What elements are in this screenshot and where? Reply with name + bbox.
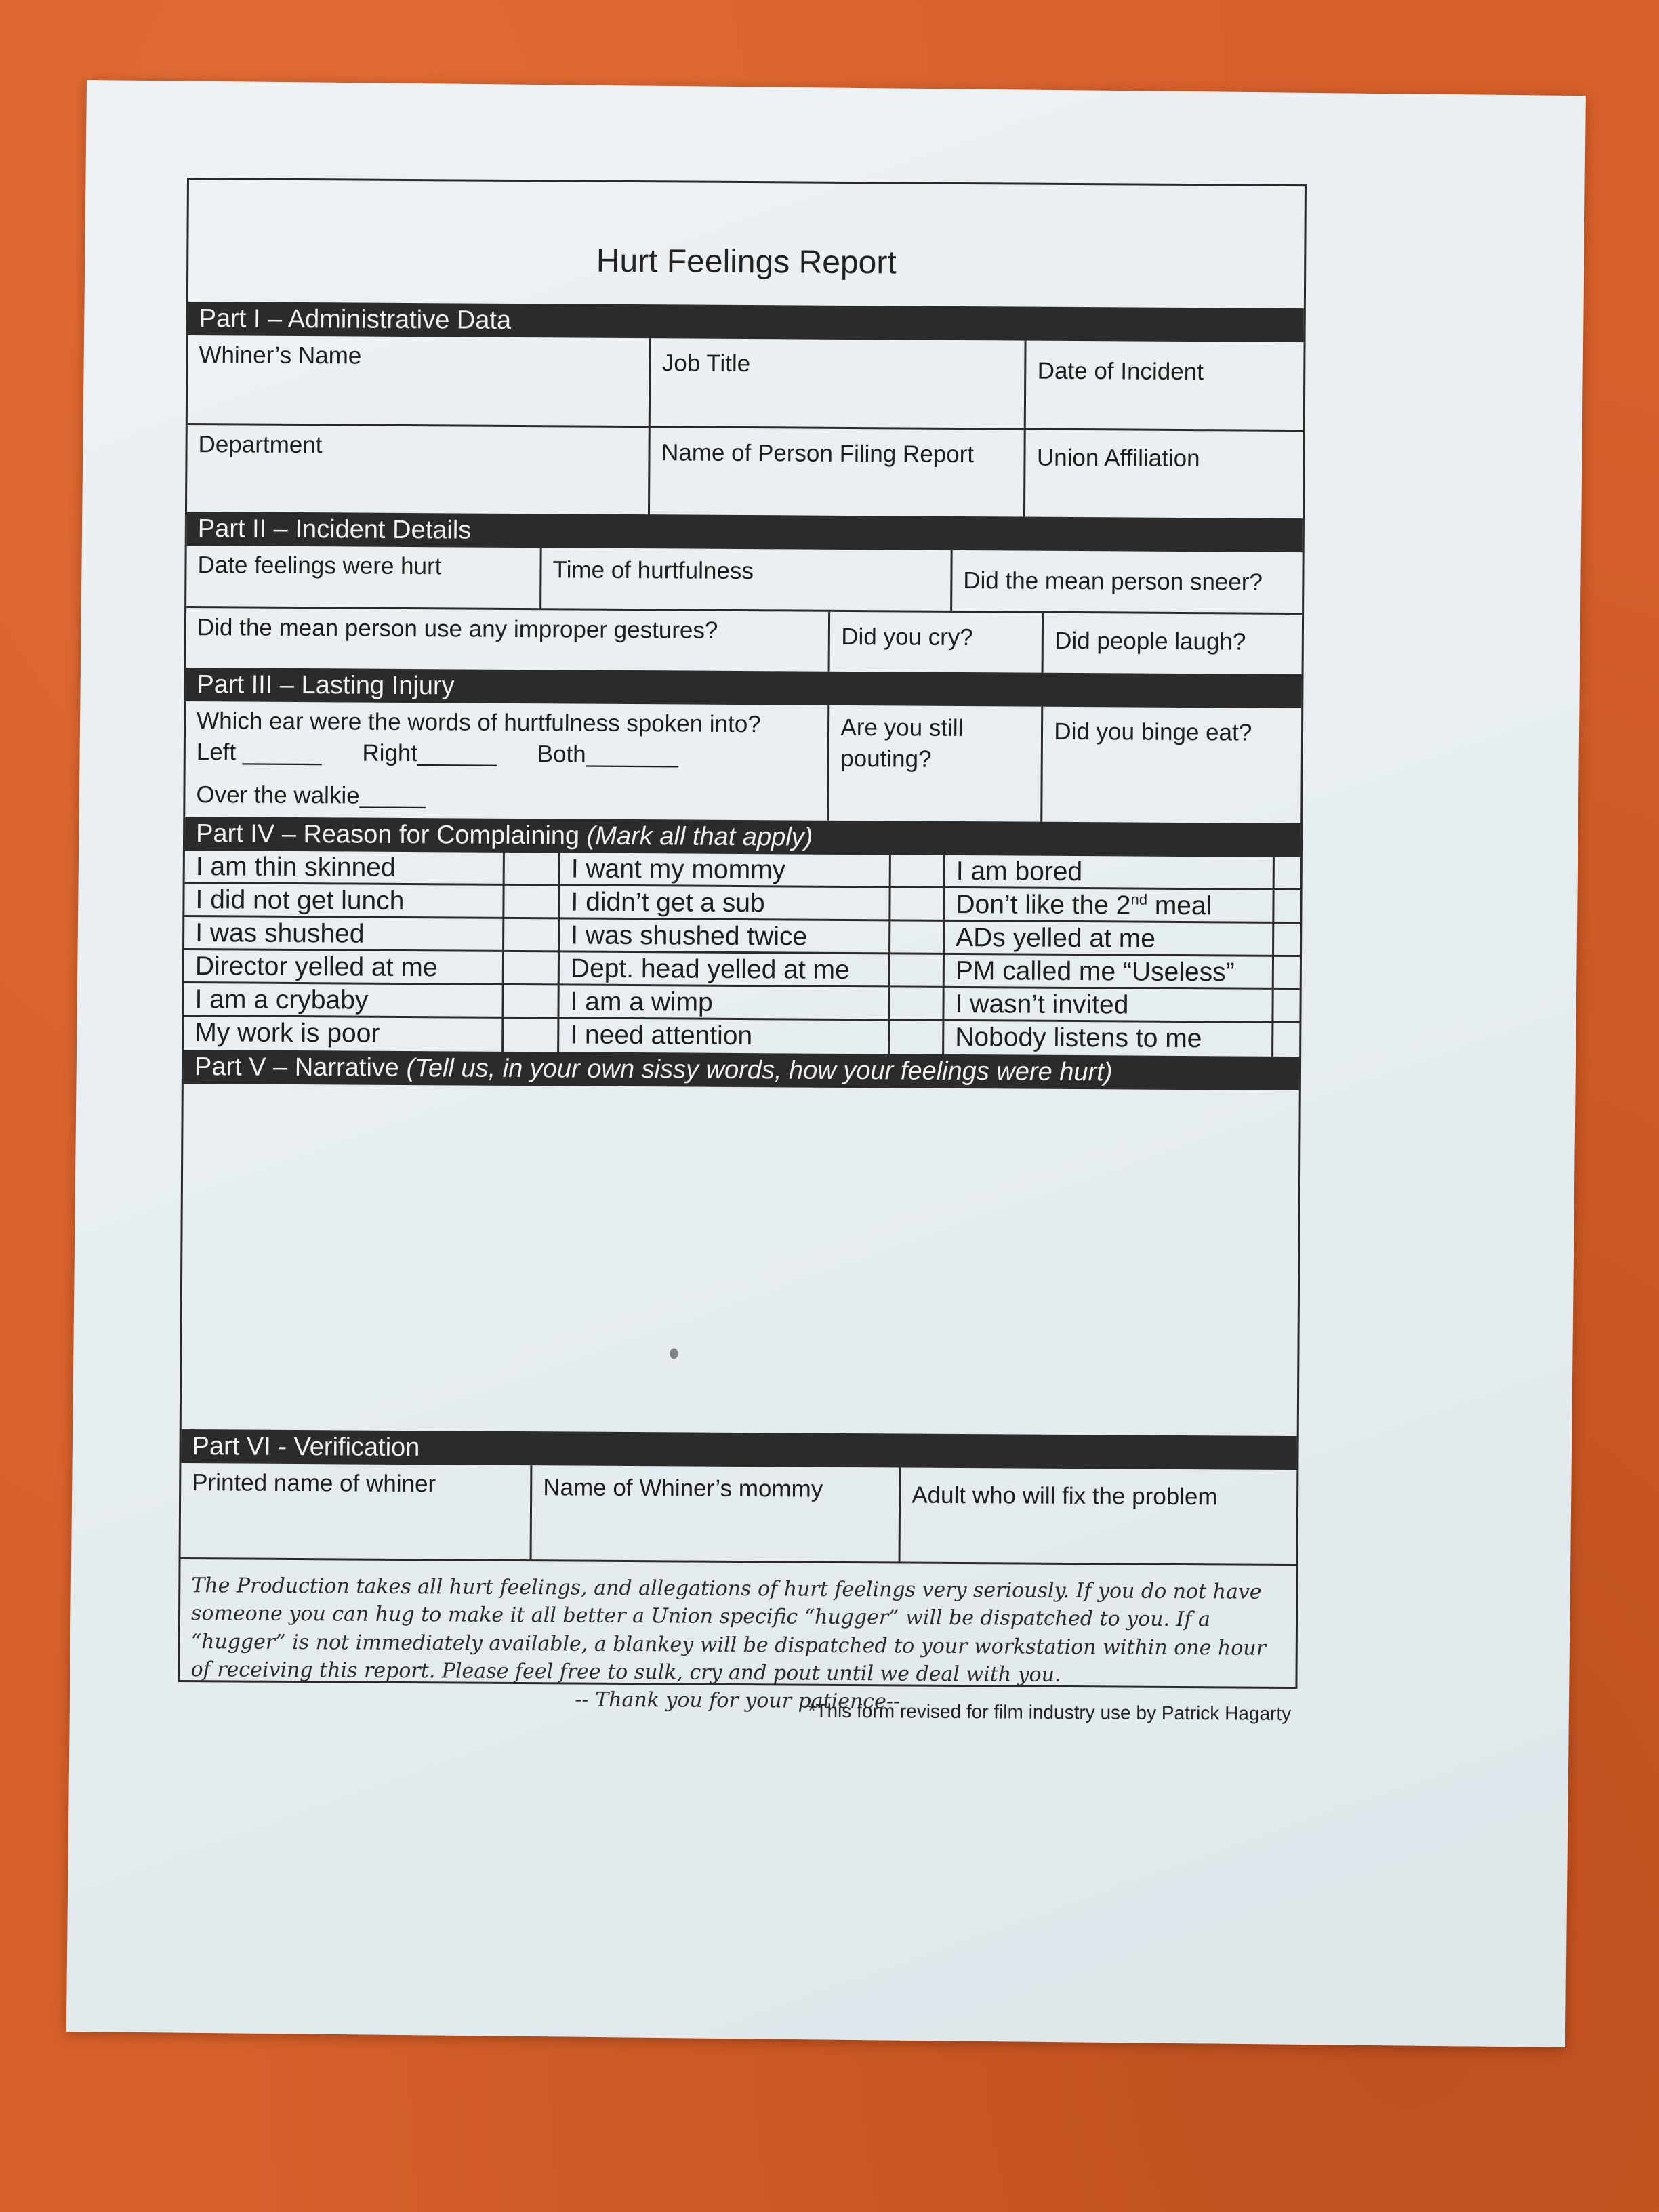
walkie-blank[interactable]: Over the walkie_____	[196, 781, 426, 810]
reason-checkbox[interactable]	[890, 888, 945, 921]
did-people-laugh-field[interactable]: Did people laugh?	[1054, 627, 1246, 655]
binge-eat-field[interactable]: Did you binge eat?	[1054, 718, 1252, 746]
reason-checkbox[interactable]	[891, 855, 945, 888]
reason-checkbox[interactable]	[504, 886, 560, 920]
reason-checkbox[interactable]	[1273, 1023, 1299, 1057]
part5-note: (Tell us, in your own sissy words, how your feelings were hurt)	[406, 1054, 1113, 1087]
narrative-area[interactable]	[182, 1084, 1299, 1436]
reason-label-meal	[945, 888, 1274, 924]
part3-header: Part III – Lasting Injury	[186, 668, 1301, 708]
reason-checkbox[interactable]	[1274, 924, 1300, 957]
reason-checkbox[interactable]	[890, 1021, 944, 1054]
job-title-field[interactable]: Job Title	[651, 338, 1027, 428]
time-of-hurtfulness-field[interactable]: Time of hurtfulness	[541, 548, 952, 611]
left-ear-blank[interactable]: Left ______	[196, 738, 322, 766]
form-title: Hurt Feelings Report	[596, 243, 897, 281]
reason-label: My work is poor	[184, 1017, 504, 1052]
complaint-grid	[184, 851, 1300, 1057]
nd-superscript: nd	[1130, 890, 1148, 908]
thank-you-line: -- Thank you for your patience--	[575, 1687, 901, 1714]
both-ears-blank[interactable]: Both_______	[537, 740, 679, 768]
reason-checkbox[interactable]	[890, 921, 945, 954]
reason-checkbox[interactable]	[504, 952, 560, 986]
reason-checkbox[interactable]	[505, 853, 560, 886]
meal-word: meal	[1147, 890, 1212, 921]
form-credit: *This form revised for film industry use by Patrick Hagarty	[808, 1700, 1292, 1724]
still-pouting-field[interactable]: Are you still pouting?	[830, 705, 1044, 822]
reason-checkbox[interactable]	[504, 1019, 559, 1052]
reason-label: I am bored	[945, 855, 1275, 890]
part4-note: (Mark all that apply)	[586, 821, 813, 852]
adult-fix-problem-field[interactable]: Adult who will fix the problem	[912, 1481, 1218, 1511]
part5-header	[184, 1050, 1299, 1090]
right-ear-blank[interactable]: Right______	[362, 739, 497, 767]
mean-person-sneer-field[interactable]: Did the mean person sneer?	[963, 567, 1263, 596]
part1-row2	[187, 425, 1303, 518]
disclaimer-text: The Production takes all hurt feelings, and allegations of hurt feelings very seriously. If you do not have someone you can hug to make it all better a Union specific “hugger” will be dispatched to you. If a “hugger” is not immediately available, a blankey will be dispatched to your workstation within one hour of receiving this report. Please feel free to sulk, cry and pout until we deal with you.	[190, 1574, 1267, 1687]
reason-label: I was shushed	[184, 917, 504, 952]
part1-header: Part I – Administrative Data	[188, 302, 1304, 342]
reason-label: PM called me “Useless”	[945, 955, 1274, 990]
printed-name-field[interactable]: Printed name of whiner	[181, 1463, 533, 1559]
part4-title: Part IV – Reason for Complaining	[195, 819, 580, 851]
reason-checkbox[interactable]	[1273, 990, 1299, 1023]
reason-checkbox[interactable]	[890, 987, 944, 1021]
reason-label: I want my mommy	[560, 853, 891, 888]
ear-blanks	[197, 737, 817, 771]
reason-label: Nobody listens to me	[944, 1021, 1273, 1057]
part3-row	[185, 701, 1301, 823]
part2-row2	[186, 608, 1303, 674]
part6-header: Part VI - Verification	[181, 1429, 1296, 1470]
did-you-cry-field[interactable]: Did you cry?	[830, 612, 1044, 673]
part2-header: Part II – Incident Details	[187, 512, 1303, 552]
reason-label: ADs yelled at me	[945, 922, 1274, 957]
whiners-name-field[interactable]: Whiner’s Name	[188, 335, 651, 426]
reason-checkbox[interactable]	[1274, 890, 1300, 924]
part2-row1	[186, 546, 1303, 615]
date-of-incident-field[interactable]: Date of Incident	[1037, 357, 1204, 386]
part1-row1	[188, 335, 1304, 432]
reason-label: Dept. head yelled at me	[560, 952, 890, 987]
department-field[interactable]: Department	[187, 425, 651, 514]
date-feelings-hurt-field[interactable]: Date feelings were hurt	[186, 546, 542, 608]
reason-checkbox[interactable]	[504, 919, 560, 953]
person-filing-field[interactable]: Name of Person Filing Report	[650, 428, 1026, 516]
reason-label: I didn’t get a sub	[560, 886, 890, 921]
reason-checkbox[interactable]	[1274, 957, 1300, 990]
reason-checkbox[interactable]	[890, 954, 945, 987]
reason-label: I was shushed twice	[560, 919, 890, 954]
union-affiliation-field[interactable]: Union Affiliation	[1036, 444, 1200, 472]
ear-question: Which ear were the words of hurtfulness spoken into?	[196, 708, 761, 738]
reason-checkbox[interactable]	[504, 985, 559, 1019]
improper-gestures-field[interactable]: Did the mean person use any improper gestures?	[186, 608, 831, 672]
reason-label: I need attention	[559, 1019, 890, 1054]
meal-text: Don’t like the 2	[956, 889, 1131, 920]
ink-smudge	[670, 1348, 678, 1359]
part5-title: Part V – Narrative	[194, 1052, 400, 1082]
reason-checkbox[interactable]	[1275, 857, 1300, 890]
part6-row	[181, 1463, 1297, 1566]
reason-label: I am a crybaby	[184, 983, 504, 1019]
reason-label: I am a wimp	[559, 985, 890, 1021]
reason-label: I did not get lunch	[184, 884, 504, 919]
hurt-feelings-form	[178, 178, 1307, 1724]
reason-label: I wasn’t invited	[944, 988, 1273, 1023]
reason-label: I am thin skinned	[185, 851, 505, 886]
reason-label: Director yelled at me	[184, 950, 504, 985]
ear-question-cell	[185, 701, 830, 821]
whiners-mommy-field[interactable]: Name of Whiner’s mommy	[532, 1465, 901, 1561]
